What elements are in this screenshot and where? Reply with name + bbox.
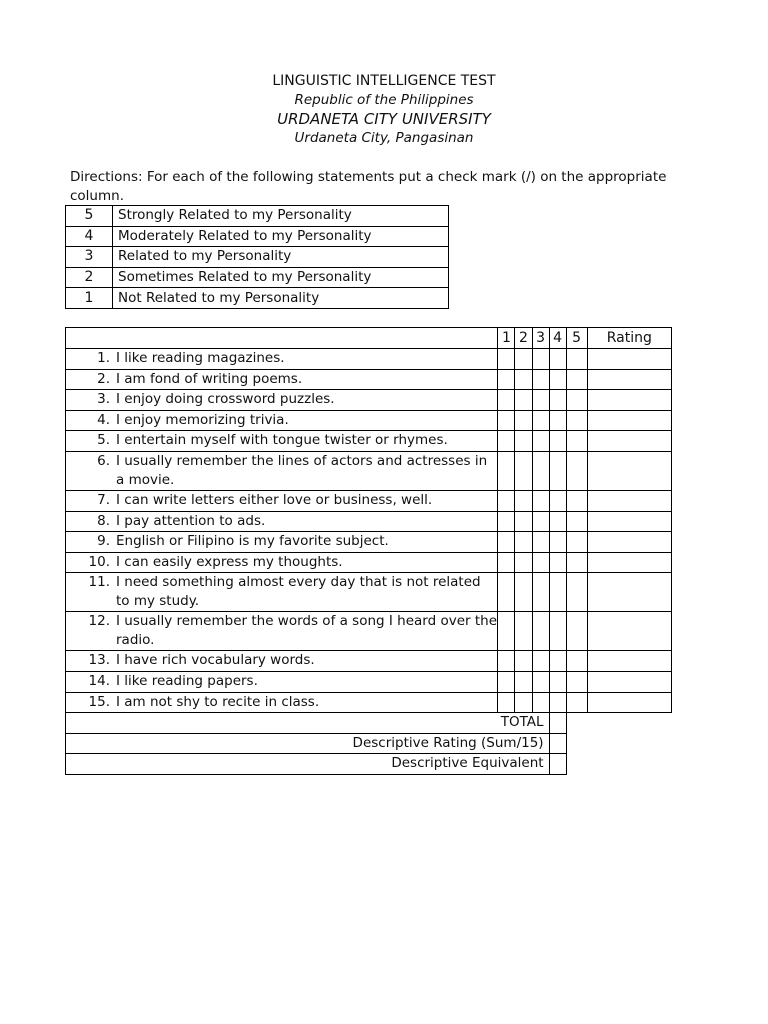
legend-row [66, 267, 449, 288]
statement-text: I can write letters either love or business, well. [116, 491, 433, 508]
score-cell-4[interactable] [549, 490, 566, 511]
score-cell-2[interactable] [515, 573, 532, 612]
column-header-1: 1 [498, 328, 515, 349]
score-cell-1[interactable] [498, 349, 515, 370]
rating-cell[interactable] [587, 651, 671, 672]
statement-text: I enjoy memorizing trivia. [116, 411, 289, 428]
column-header-5: 5 [566, 328, 587, 349]
score-cell-1[interactable] [498, 612, 515, 651]
score-cell-5[interactable] [566, 612, 587, 651]
score-cell-1[interactable] [498, 369, 515, 390]
legend-label: Sometimes Related to my Personality [113, 267, 449, 288]
table-row [66, 573, 672, 612]
score-cell-5[interactable] [566, 369, 587, 390]
table-header-row [66, 328, 672, 349]
score-cell-4[interactable] [549, 431, 566, 452]
statement-number: 14. [88, 672, 110, 689]
score-cell-2[interactable] [515, 671, 532, 692]
legend-value: 5 [66, 206, 113, 227]
score-cell-3[interactable] [532, 612, 549, 651]
total-row [66, 713, 672, 734]
statement-text: English or Filipino is my favorite subject. [116, 533, 389, 550]
descriptive-equivalent-row [66, 754, 672, 775]
statement-cell [66, 532, 498, 553]
score-cell-4[interactable] [549, 651, 566, 672]
blank-space [566, 713, 671, 734]
statement-number: 15. [88, 693, 110, 710]
table-row [66, 612, 672, 651]
statement-cell [66, 369, 498, 390]
table-row [66, 651, 672, 672]
score-cell-2[interactable] [515, 349, 532, 370]
statement-number: 10. [88, 553, 110, 570]
statement-text: I like reading papers. [116, 672, 258, 689]
statement-text: I am not shy to recite in class. [116, 693, 320, 710]
statement-number: 13. [88, 652, 110, 669]
statement-number: 12. [88, 613, 110, 630]
score-cell-2[interactable] [515, 532, 532, 553]
score-cell-3[interactable] [532, 671, 549, 692]
score-cell-5[interactable] [566, 349, 587, 370]
statement-number: 1. [97, 350, 110, 366]
score-cell-3[interactable] [532, 532, 549, 553]
score-cell-4[interactable] [549, 532, 566, 553]
rating-cell[interactable] [587, 612, 671, 651]
score-cell-2[interactable] [515, 511, 532, 532]
legend-value: 2 [66, 267, 113, 288]
score-cell-2[interactable] [515, 612, 532, 651]
score-cell-2[interactable] [515, 431, 532, 452]
table-row [66, 552, 672, 573]
table-row [66, 490, 672, 511]
score-cell-2[interactable] [515, 490, 532, 511]
rating-cell[interactable] [587, 451, 671, 490]
statement-text: I can easily express my thoughts. [116, 553, 343, 570]
column-header-2: 2 [515, 328, 532, 349]
statement-text: I am fond of writing poems. [116, 370, 303, 387]
score-cell-1[interactable] [498, 390, 515, 411]
score-cell-5[interactable] [566, 410, 587, 431]
statement-header-cell [66, 328, 498, 349]
statement-text: I have rich vocabulary words. [116, 652, 315, 669]
score-cell-2[interactable] [515, 552, 532, 573]
score-cell-4[interactable] [549, 612, 566, 651]
city-line: Urdaneta City, Pangasinan [294, 130, 474, 146]
statement-cell [66, 410, 498, 431]
descriptive-rating-value-cell[interactable] [549, 733, 566, 754]
score-cell-4[interactable] [549, 369, 566, 390]
score-cell-3[interactable] [532, 369, 549, 390]
score-cell-3[interactable] [532, 511, 549, 532]
column-header-4: 4 [549, 328, 566, 349]
legend-value: 4 [66, 226, 113, 247]
statement-number: 7. [97, 491, 110, 508]
statement-cell [66, 612, 498, 651]
statement-cell [66, 451, 498, 490]
table-row [66, 431, 672, 452]
score-cell-3[interactable] [532, 349, 549, 370]
score-cell-1[interactable] [498, 532, 515, 553]
rating-cell[interactable] [587, 349, 671, 370]
score-cell-1[interactable] [498, 573, 515, 612]
statement-cell [66, 552, 498, 573]
rating-cell[interactable] [587, 511, 671, 532]
rating-cell[interactable] [587, 692, 671, 713]
statement-text: I usually remember the words of a song I heard over the radio. [116, 613, 498, 649]
rating-cell[interactable] [587, 573, 671, 612]
blank-space [566, 733, 671, 754]
directions-text: Directions: For each of the following statements put a check mark (/) on the appropriate column. [70, 169, 667, 204]
table-row [66, 671, 672, 692]
score-cell-4[interactable] [549, 349, 566, 370]
table-row [66, 511, 672, 532]
score-cell-5[interactable] [566, 511, 587, 532]
score-cell-2[interactable] [515, 692, 532, 713]
document-header [0, 72, 768, 148]
score-cell-3[interactable] [532, 490, 549, 511]
score-cell-5[interactable] [566, 573, 587, 612]
statement-cell [66, 511, 498, 532]
statement-number: 9. [97, 533, 110, 550]
score-cell-3[interactable] [532, 573, 549, 612]
descriptive-equivalent-value-cell[interactable] [549, 754, 566, 775]
statement-text: I enjoy doing crossword puzzles. [116, 391, 335, 408]
legend-row [66, 247, 449, 268]
statement-number: 6. [97, 452, 110, 469]
total-value-cell[interactable] [549, 713, 566, 734]
statement-cell [66, 490, 498, 511]
score-cell-4[interactable] [549, 410, 566, 431]
score-cell-3[interactable] [532, 451, 549, 490]
score-cell-3[interactable] [532, 651, 549, 672]
score-cell-1[interactable] [498, 671, 515, 692]
statements-table [65, 327, 672, 775]
legend-row [66, 206, 449, 227]
statement-cell [66, 671, 498, 692]
score-cell-5[interactable] [566, 532, 587, 553]
score-cell-5[interactable] [566, 651, 587, 672]
legend-label: Not Related to my Personality [113, 288, 449, 309]
table-row [66, 349, 672, 370]
republic-line: Republic of the Philippines [294, 92, 474, 108]
score-cell-2[interactable] [515, 451, 532, 490]
score-cell-1[interactable] [498, 511, 515, 532]
legend-value: 1 [66, 288, 113, 309]
rating-cell[interactable] [587, 532, 671, 553]
legend-row [66, 226, 449, 247]
score-cell-2[interactable] [515, 390, 532, 411]
test-title: LINGUISTIC INTELLIGENCE TEST [272, 73, 496, 89]
legend-row [66, 288, 449, 309]
table-row [66, 692, 672, 713]
legend-label: Related to my Personality [113, 247, 449, 268]
statement-number: 5. [97, 432, 110, 449]
statement-text: I like reading magazines. [116, 350, 285, 366]
score-cell-3[interactable] [532, 552, 549, 573]
score-cell-2[interactable] [515, 651, 532, 672]
statement-cell [66, 431, 498, 452]
column-header-3: 3 [532, 328, 549, 349]
legend-label: Moderately Related to my Personality [113, 226, 449, 247]
rating-cell[interactable] [587, 490, 671, 511]
score-cell-4[interactable] [549, 552, 566, 573]
rating-cell[interactable] [587, 390, 671, 411]
score-cell-1[interactable] [498, 410, 515, 431]
statement-cell [66, 349, 498, 370]
rating-cell[interactable] [587, 671, 671, 692]
descriptive-equivalent-label: Descriptive Equivalent [66, 754, 550, 775]
statement-number: 2. [97, 370, 110, 387]
statement-text: I entertain myself with tongue twister or rhymes. [116, 432, 448, 449]
table-row [66, 369, 672, 390]
score-cell-5[interactable] [566, 390, 587, 411]
blank-space [566, 754, 671, 775]
table-row [66, 390, 672, 411]
descriptive-rating-label: Descriptive Rating (Sum/15) [66, 733, 550, 754]
score-cell-4[interactable] [549, 671, 566, 692]
rating-legend-table [65, 205, 449, 309]
statement-number: 8. [97, 512, 110, 529]
score-cell-1[interactable] [498, 552, 515, 573]
score-cell-5[interactable] [566, 490, 587, 511]
score-cell-5[interactable] [566, 431, 587, 452]
total-label: TOTAL [66, 713, 550, 734]
statement-number: 11. [88, 574, 110, 591]
score-cell-4[interactable] [549, 511, 566, 532]
table-row [66, 532, 672, 553]
score-cell-3[interactable] [532, 692, 549, 713]
score-cell-4[interactable] [549, 390, 566, 411]
statement-text: I pay attention to ads. [116, 512, 266, 529]
university-name: URDANETA CITY UNIVERSITY [277, 110, 491, 128]
statement-text: I usually remember the lines of actors and actresses in a movie. [116, 452, 488, 488]
table-row [66, 451, 672, 490]
rating-cell[interactable] [587, 552, 671, 573]
statement-cell [66, 573, 498, 612]
score-cell-3[interactable] [532, 410, 549, 431]
rating-cell[interactable] [587, 369, 671, 390]
score-cell-5[interactable] [566, 552, 587, 573]
rating-cell[interactable] [587, 431, 671, 452]
score-cell-2[interactable] [515, 410, 532, 431]
descriptive-rating-row [66, 733, 672, 754]
score-cell-5[interactable] [566, 451, 587, 490]
statement-number: 3. [97, 391, 110, 408]
score-cell-1[interactable] [498, 651, 515, 672]
score-cell-5[interactable] [566, 692, 587, 713]
score-cell-4[interactable] [549, 692, 566, 713]
score-cell-4[interactable] [549, 451, 566, 490]
table-row [66, 410, 672, 431]
score-cell-5[interactable] [566, 671, 587, 692]
statement-number: 4. [97, 411, 110, 428]
score-cell-1[interactable] [498, 431, 515, 452]
score-cell-1[interactable] [498, 692, 515, 713]
statement-cell [66, 651, 498, 672]
legend-label: Strongly Related to my Personality [113, 206, 449, 227]
column-header-rating: Rating [587, 328, 671, 349]
score-cell-3[interactable] [532, 431, 549, 452]
rating-cell[interactable] [587, 410, 671, 431]
score-cell-2[interactable] [515, 369, 532, 390]
score-cell-4[interactable] [549, 573, 566, 612]
statement-text: I need something almost every day that is not related to my study. [116, 574, 481, 610]
score-cell-1[interactable] [498, 451, 515, 490]
statement-cell [66, 692, 498, 713]
score-cell-3[interactable] [532, 390, 549, 411]
score-cell-1[interactable] [498, 490, 515, 511]
legend-value: 3 [66, 247, 113, 268]
statement-cell [66, 390, 498, 411]
